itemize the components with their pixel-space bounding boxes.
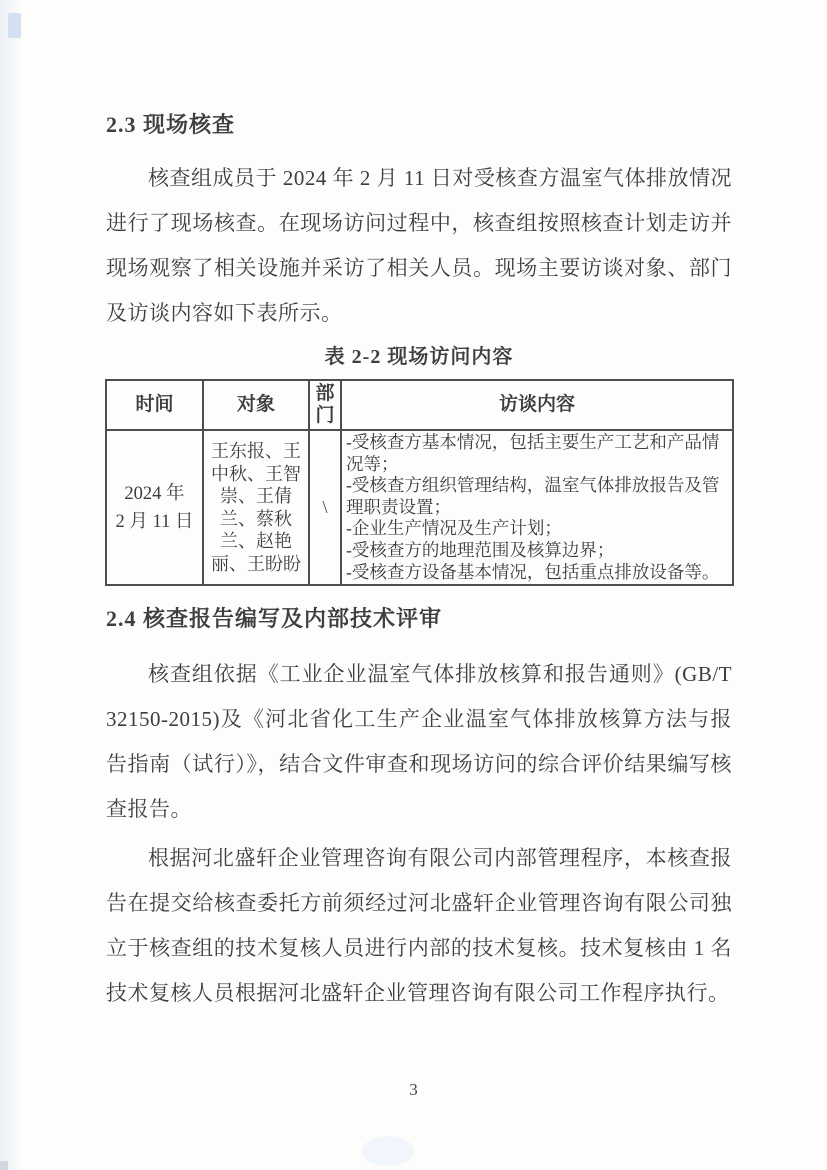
scan-smudge-artifact	[362, 1136, 414, 1166]
scan-edge-artifact	[0, 0, 22, 1170]
section-2-3-heading: 2.3 现场核查	[106, 112, 236, 137]
site-visit-table	[105, 379, 734, 586]
interview-topic-line: -受核查方设备基本情况，包括重点排放设备等。	[346, 561, 720, 582]
visit-date-line1: 2024 年	[124, 483, 185, 504]
interview-topic-line: -企业生产情况及生产计划；	[346, 518, 562, 539]
visit-date-line2: 2 月 11 日	[115, 511, 194, 532]
section-2-4-paragraph-2: 根据河北盛轩企业管理咨询有限公司内部管理程序，本核查报告在提交给核查委托方前须经过河北盛轩企业管理咨询有限公司独立于核查组的技术复核人员进行内部的技术复核。技术复核由 1 名技术复核人员根据河北盛轩企业管理咨询有限公司工作程序执行。	[106, 846, 732, 1005]
interview-topic-line: -受核查方基本情况，包括主要生产工艺和产品情况等；	[346, 432, 720, 474]
column-header-department: 部门	[309, 380, 341, 430]
section-2-4-paragraph-1: 核查组依据《工业企业温室气体排放核算和报告通则》(GB/T 32150-2015)及《河北省化工生产企业温室气体排放核算方法与报告指南（试行）》，结合文件审查和现场访问的综合评价结果编写核查报告。	[106, 662, 732, 821]
interview-topic-line: -受核查方的地理范围及核算边界；	[346, 539, 615, 560]
page-number: 3	[409, 1080, 418, 1099]
table-2-2-caption: 表 2-2 现场访问内容	[324, 346, 514, 368]
section-2-3-paragraph: 核查组成员于 2024 年 2 月 11 日对受核查方温室气体排放情况进行了现场核查。在现场访问过程中，核查组按照核查计划走访并现场观察了相关设施并采访了相关人员。现场主要访谈对象、部门及访谈内容如下表所示。	[106, 166, 732, 325]
department-cell: \	[309, 430, 341, 585]
column-header-interview-content: 访谈内容	[341, 380, 733, 430]
interview-topics-cell	[341, 430, 733, 585]
table-row	[106, 430, 733, 585]
column-header-object: 对象	[203, 380, 309, 430]
column-header-time: 时间	[106, 380, 203, 430]
section-2-4-heading: 2.4 核查报告编写及内部技术评审	[106, 606, 443, 631]
scan-corner-artifact	[8, 13, 21, 38]
interview-topic-line: -受核查方组织管理结构，温室气体排放报告及管理职责设置；	[346, 475, 720, 517]
table-header-row	[106, 380, 733, 430]
interviewees-cell: 王东报、王中秋、王智崇、王倩兰、蔡秋兰、赵艳丽、王盼盼	[203, 430, 309, 585]
scan-corner-mark	[0, 1161, 8, 1170]
visit-date-cell	[106, 430, 203, 585]
